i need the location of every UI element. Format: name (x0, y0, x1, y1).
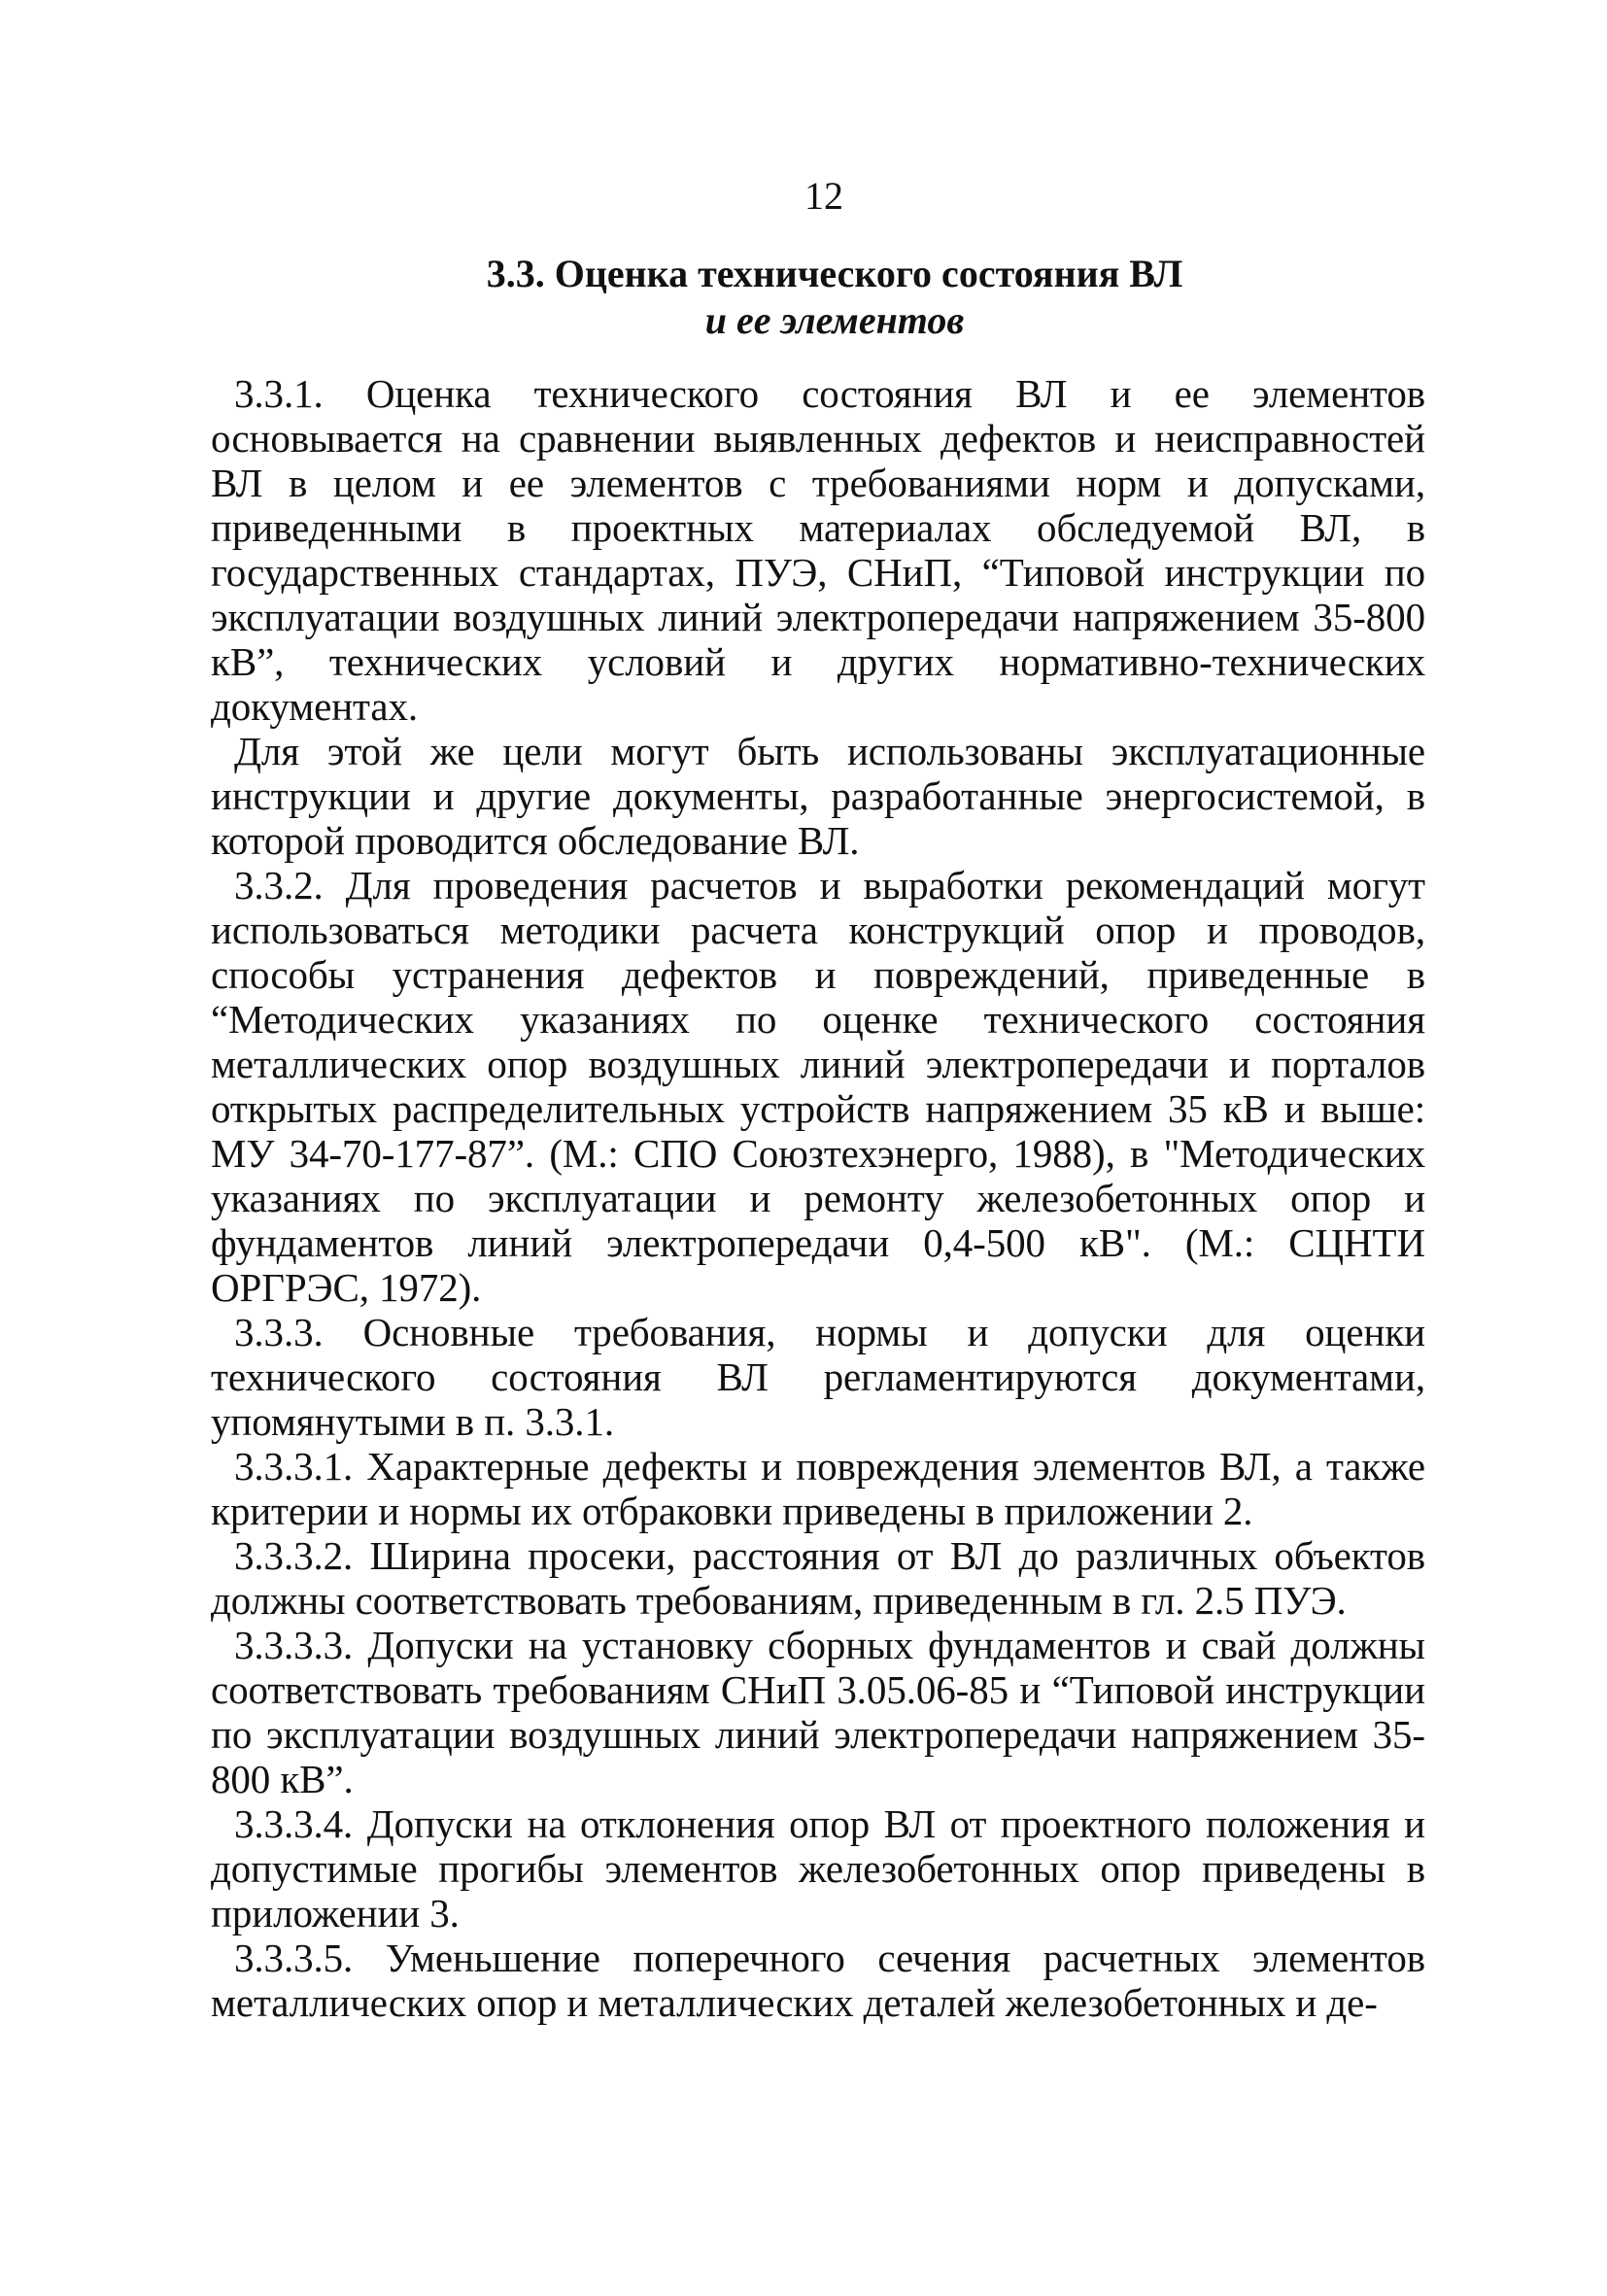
paragraph-3-3-1-continued: Для этой же цели могут быть использованы эксплуатационные инструкции и другие документы, разработанные энергосистемой, в которой проводится обследование ВЛ. (211, 729, 1425, 863)
paragraph-3-3-2: 3.3.2. Для проведения расчетов и выработки рекомендаций могут использоваться методики расчета конструкций опор и проводов, способы устранения дефектов и повреждений, приведенные в “Методических указаниях по оценке технического состояния металлических опор воздушных линий электропередачи и порталов открытых распределительных устройств напряжением 35 кВ и выше: МУ 34-70-177-87”. (М.: СПО Союзтехэнерго, 1988), в "Методических указаниях по эксплуатации и ремонту железобетонных опор и фундаментов линий электропередачи 0,4-500 кВ". (М.: СЦНТИ ОРГРЭС, 1972). (211, 863, 1425, 1310)
paragraph-3-3-3: 3.3.3. Основные требования, нормы и допуски для оценки технического состояния ВЛ регламентируются документами, упомянутыми в п. 3.3.1. (211, 1310, 1425, 1444)
section-title-line-2: и ее элементов (704, 298, 965, 342)
page-number: 12 (804, 174, 843, 218)
paragraph-3-3-1: 3.3.1. Оценка технического состояния ВЛ и ее элементов основывается на сравнении выявленных дефектов и неисправностей ВЛ в целом и ее элементов с требованиями норм и допусками, приведенными в проектных материалах обследуемой ВЛ, в государственных стандартах, ПУЭ, СНиП, “Типовой инструкции по эксплуатации воздушных линий электропередачи напряжением 35-800 кВ”, технических условий и других нормативно-технических документах. (211, 371, 1425, 729)
document-page (211, 173, 1425, 2025)
paragraph-3-3-3-3: 3.3.3.3. Допуски на установку сборных фундаментов и свай должны соответствовать требованиям СНиП 3.05.06-85 и “Типовой инструкции по эксплуатации воздушных линий электропередачи напряжением 35-800 кВ”. (211, 1623, 1425, 1801)
paragraph-3-3-3-2: 3.3.3.2. Ширина просеки, расстояния от ВЛ до различных объектов должны соответствовать требованиям, приведенным в гл. 2.5 ПУЭ. (211, 1533, 1425, 1623)
paragraph-3-3-3-5: 3.3.3.5. Уменьшение поперечного сечения расчетных элементов металлических опор и металлических деталей железобетонных и де- (211, 1936, 1425, 2025)
paragraph-3-3-3-1: 3.3.3.1. Характерные дефекты и повреждения элементов ВЛ, а также критерии и нормы их отбраковки приведены в приложении 2. (211, 1444, 1425, 1533)
section-title-line-1: 3.3. Оценка технического состояния ВЛ (486, 252, 1183, 295)
document-body (211, 371, 1425, 2025)
paragraph-3-3-3-4: 3.3.3.4. Допуски на отклонения опор ВЛ от проектного положения и допустимые прогибы элементов железобетонных опор приведены в приложении 3. (211, 1801, 1425, 1936)
section-title (211, 251, 1425, 344)
